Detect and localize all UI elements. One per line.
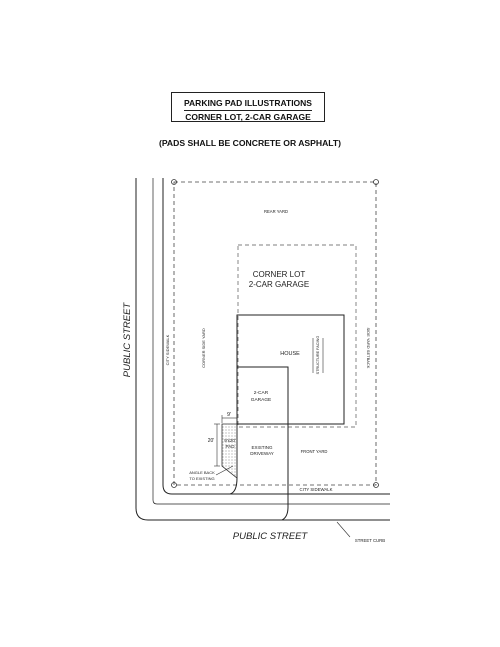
- sidewalk-edge-line: [163, 178, 390, 494]
- pad-label-2: PAD: [225, 444, 235, 449]
- street-curb-leader: [337, 522, 350, 537]
- garage-label-1: 2-CAR: [253, 391, 269, 396]
- existing-driveway-label-1: EXISTING: [251, 445, 273, 450]
- front-yard-label: FRONT YARD: [300, 449, 328, 454]
- title-line-1: PARKING PAD ILLUSTRATIONS: [184, 97, 312, 111]
- corner-side-yard-label: CORNER SIDE YARD: [201, 328, 206, 368]
- public-street-bottom-label: PUBLIC STREET: [232, 531, 308, 542]
- pad-label-1: 9'x20': [224, 438, 236, 443]
- side-yard-setback-label: SIDE YARD SETBACK: [366, 327, 371, 369]
- rear-yard-label: REAR YARD: [263, 209, 289, 214]
- garage-label-2: GARAGE: [250, 398, 272, 403]
- dimension-width-label: 9': [226, 412, 232, 418]
- public-street-vertical-label: PUBLIC STREET: [122, 302, 133, 378]
- house-outline: [237, 315, 344, 424]
- corner-lot-label-1: CORNER LOT: [252, 270, 306, 279]
- dimension-length: [214, 424, 220, 466]
- angle-back-label-1: ANGLE BACK: [189, 470, 215, 475]
- street-curb-label: STREET CURB: [354, 538, 386, 543]
- corner-lot-label-2: 2-CAR GARAGE: [248, 280, 310, 289]
- existing-driveway-label-2: DRIVEWAY: [250, 451, 274, 456]
- dimension-length-label: 20': [207, 438, 215, 444]
- city-sidewalk-left-label: CITY SIDEWALK: [165, 334, 170, 366]
- city-sidewalk-bottom-label: CITY SIDEWALK: [299, 487, 333, 492]
- parking-pad: [222, 424, 237, 478]
- structure-facing-label: STRUCTURE FACING: [316, 335, 320, 375]
- existing-driveway: [230, 424, 288, 520]
- angle-back-label-2: TO EXISTING: [189, 476, 215, 481]
- house-label: HOUSE: [280, 351, 300, 357]
- title-line-2: CORNER LOT, 2-CAR GARAGE: [185, 112, 311, 122]
- material-note: (PADS SHALL BE CONCRETE OR ASPHALT): [158, 138, 342, 148]
